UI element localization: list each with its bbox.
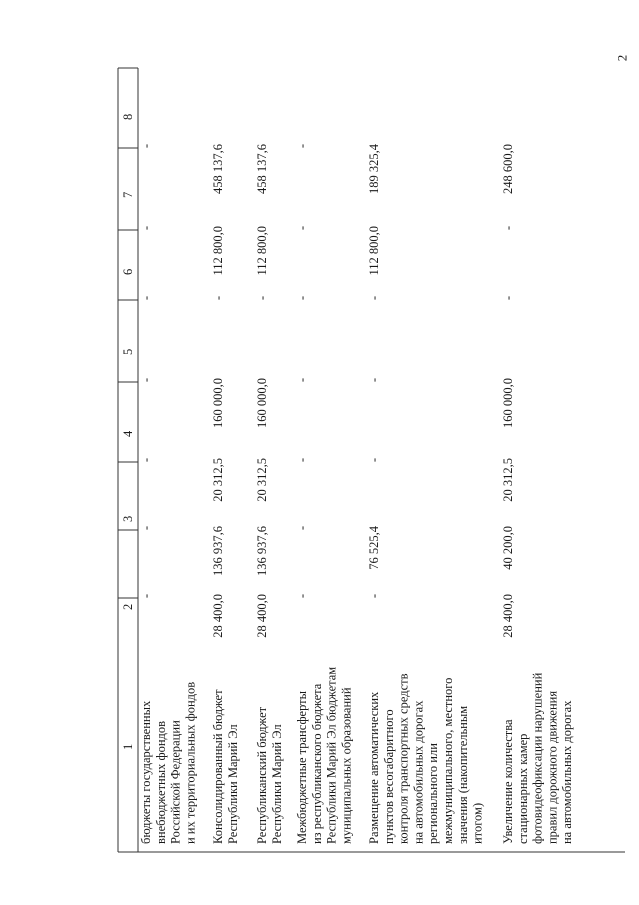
row-5-label-line-3: контроля транспортных средств (396, 673, 411, 844)
row-3-c6: - (255, 296, 269, 301)
row-1-label-line-4: и их территориальных фондов (183, 681, 198, 844)
row-1-c7: - (139, 226, 153, 231)
header-col-7: 7 (121, 191, 135, 198)
header-col-5: 5 (121, 348, 135, 355)
row-2-c6: - (211, 296, 225, 301)
row-5-label-line-8: итогом) (470, 802, 485, 844)
row-1-c3: - (139, 526, 153, 531)
row-2-c5: 160 000,0 (211, 378, 225, 428)
header-col-2: 2 (121, 603, 135, 610)
row-6-c4: 20 312,5 (501, 458, 515, 502)
row-3-c7: 112 800,0 (255, 226, 269, 276)
row-6-c5: 160 000,0 (501, 378, 515, 428)
row-4-label-line-2: из республиканского бюджета (309, 683, 324, 844)
row-6-c6: - (501, 296, 515, 301)
row-2-label-line-1: Консолидированный бюджет (211, 689, 225, 844)
row-2-c8: 458 137,6 (211, 144, 225, 194)
header-col-4: 4 (121, 430, 135, 437)
row-5-label-line-5: регионального или (426, 743, 441, 844)
row-4-c4: - (295, 458, 309, 463)
row-2-c2: 28 400,0 (211, 594, 225, 638)
row-4-c7: - (295, 226, 309, 231)
row-5-c8: 189 325,4 (367, 144, 381, 194)
row-5-label-line-2: пунктов весогабаритного (381, 709, 396, 844)
row-6-c7: - (501, 226, 515, 231)
page-number: 2 (613, 54, 629, 62)
row-5-c2: - (367, 594, 381, 599)
row-5-label-line-6: межмуниципального, местного (441, 677, 455, 844)
row-4-label-line-4: муниципальных образований (339, 687, 354, 844)
row-1-c4: - (139, 458, 153, 463)
row-6-label-line-5: на автомобильных дорогах (560, 700, 575, 844)
row-1-c5: - (139, 378, 153, 383)
row-5-label-line-4: на автомобильных дорогах (411, 700, 426, 844)
row-3-label-line-2: Республики Марий Эл (269, 724, 284, 844)
row-5-c6: - (367, 296, 381, 301)
header-col-3: 3 (121, 515, 135, 522)
row-6-label-line-3: фотовидеофиксации нарушений (530, 672, 545, 844)
row-1-c6: - (139, 296, 153, 301)
row-4-c5: - (295, 378, 309, 383)
header-col-8: 8 (121, 113, 135, 120)
header-col-6: 6 (121, 268, 135, 275)
row-5-c7: 112 800,0 (367, 226, 381, 276)
row-4-c2: - (295, 594, 309, 599)
row-3-c3: 136 937,6 (255, 526, 269, 576)
row-1-c2: - (139, 594, 153, 599)
row-1-label-line-3: Российской Федерации (168, 720, 183, 844)
row-4-label-line-3: Республики Марий Эл бюджетам (324, 666, 339, 844)
row-5-c5: - (367, 378, 381, 383)
row-5-c3: 76 525,4 (367, 526, 381, 570)
row-2-c7: 112 800,0 (211, 226, 225, 276)
row-4-c6: - (295, 296, 309, 301)
row-6-c3: 40 200,0 (501, 526, 515, 570)
row-4-label-line-1: Межбюджетные трансферты (295, 690, 309, 844)
row-4-c3: - (295, 526, 309, 531)
row-2-label-line-2: Республики Марий Эл (225, 724, 240, 844)
header-col-1: 1 (121, 743, 135, 750)
row-1-label-line-2: внебюджетных фондов (153, 720, 168, 844)
row-6-c2: 28 400,0 (501, 594, 515, 638)
row-2-c4: 20 312,5 (211, 458, 225, 502)
row-6-label-line-4: правил дорожного движения (545, 690, 560, 844)
row-3-c5: 160 000,0 (255, 378, 269, 428)
row-2-c3: 136 937,6 (211, 526, 225, 576)
row-1-c8: - (139, 144, 153, 149)
row-1-label-line-1: бюджеты государственных (139, 700, 153, 844)
row-6-label-line-2: стационарных камер (515, 733, 530, 844)
row-4-c8: - (295, 144, 309, 149)
row-6-c8: 248 600,0 (501, 144, 515, 194)
row-6-label-line-1: Увеличение количества (501, 719, 515, 844)
row-5-c4: - (367, 458, 381, 463)
row-3-c2: 28 400,0 (255, 594, 269, 638)
row-5-label-line-1: Размещение автоматических (367, 691, 381, 844)
row-5-label-line-7: значения (накопительным (455, 705, 470, 844)
row-3-label-line-1: Республиканский бюджет (255, 706, 269, 844)
row-3-c4: 20 312,5 (255, 458, 269, 502)
row-3-c8: 458 137,6 (255, 144, 269, 194)
